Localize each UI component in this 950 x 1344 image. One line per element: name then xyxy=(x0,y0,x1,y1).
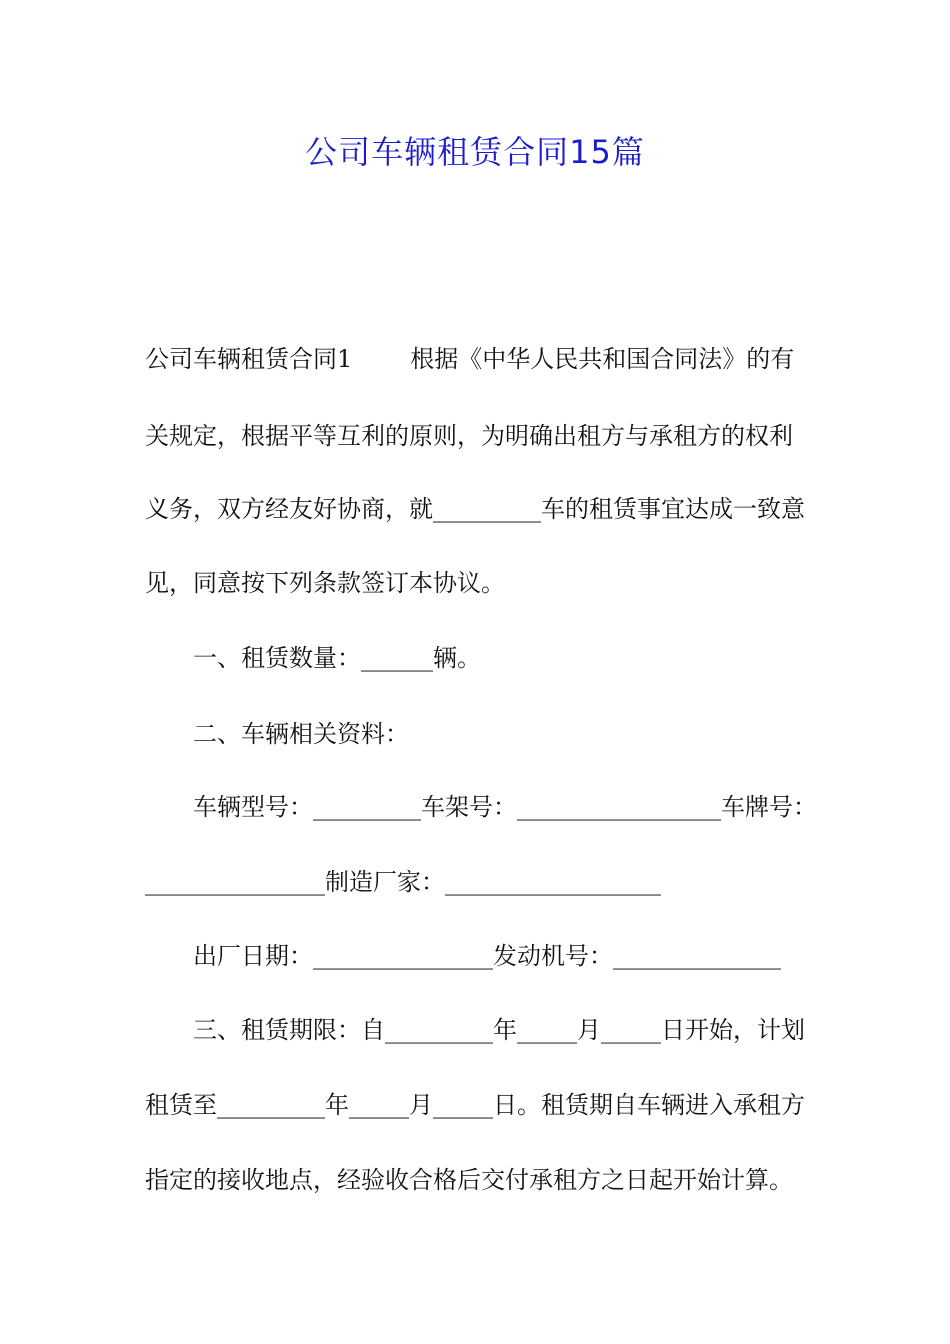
paragraph-line-3: 义务，双方经友好协商，就_________车的租赁事宜达成一致意 xyxy=(145,495,805,523)
clause-vehicle-info: 二、车辆相关资料： xyxy=(193,720,409,748)
document-title: 公司车辆租赁合同15篇 xyxy=(305,133,645,171)
rental-period-line-3: 指定的接收地点，经验收合格后交付承租方之日起开始计算。 xyxy=(145,1166,793,1194)
paragraph-line-4: 见，同意按下列条款签订本协议。 xyxy=(145,569,505,597)
vehicle-fields-line-3: 出厂日期：_______________发动机号：______________ xyxy=(193,942,781,970)
clause-rental-period: 三、租赁期限：自_________年_____月_____日开始，计划 xyxy=(193,1016,805,1044)
vehicle-fields-line-2: _______________制造厂家：__________________ xyxy=(145,868,661,896)
paragraph-line-1 xyxy=(145,341,794,377)
paragraph-text: 根据《中华人民共和国合同法》的有 xyxy=(410,345,795,373)
paragraph-line-2: 关规定，根据平等互利的原则，为明确出租方与承租方的权利 xyxy=(145,422,793,450)
rental-period-line-2: 租赁至_________年_____月_____日。租赁期自车辆进入承租方 xyxy=(145,1091,805,1119)
clause-rental-quantity: 一、租赁数量：______辆。 xyxy=(193,644,481,672)
vehicle-fields-line-1: 车辆型号：_________车架号：_________________车牌号： xyxy=(193,793,817,821)
section-heading: 公司车辆租赁合同1 xyxy=(145,345,353,373)
